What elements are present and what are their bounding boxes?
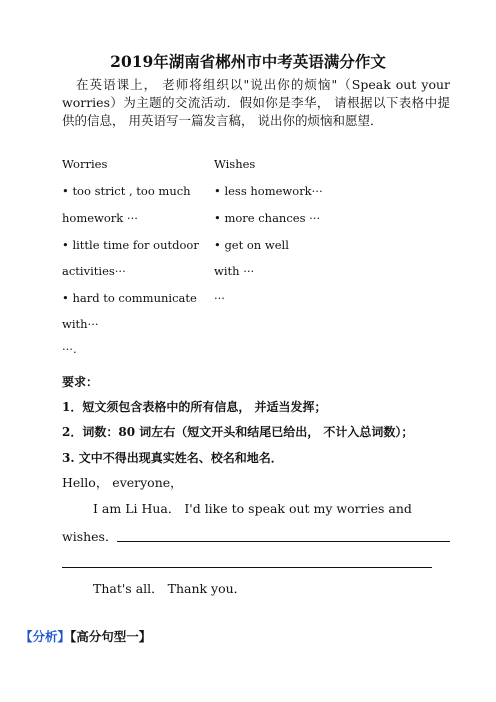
- wish-item-3-line-2: with ···: [214, 264, 255, 278]
- instructions-text: 在英语课上， 老师将组织以"说出你的烦恼"（Speak out your worries）为主题的交流活动．假如你是李华， 请根据以下表格中提供的信息， 用英语写一篇发言稿， 说出你的烦恼和愿望．: [62, 77, 450, 128]
- wishes-header: Wishes: [214, 157, 256, 171]
- worry-item-3-line-2: with···: [62, 317, 99, 331]
- wish-item-3-line-1: • get on well: [214, 238, 289, 252]
- worry-item-4: ···.: [62, 342, 77, 356]
- worry-item-2-line-2: activities···: [62, 264, 126, 278]
- wish-item-4: ···: [214, 291, 225, 305]
- writing-blank-line-2[interactable]: [62, 567, 432, 568]
- analysis-tag: 【分析】: [20, 629, 71, 644]
- requirement-1: 1．短文须包含表格中的所有信息， 并适当发挥；: [62, 400, 327, 414]
- analysis-heading: [20, 627, 151, 645]
- task-instructions: [62, 76, 450, 130]
- requirement-3: 3. 文中不得出现真实姓名、校名和地名．: [62, 451, 283, 465]
- analysis-label: 【高分句型一】: [70, 629, 152, 644]
- page-title: 2019年湖南省郴州市中考英语满分作文: [110, 52, 386, 71]
- letter-line-2-text: wishes．: [62, 529, 118, 544]
- letter-greeting: Hello， everyone，: [62, 475, 183, 490]
- requirements-title: 要求：: [62, 375, 99, 389]
- letter-line-2: [62, 528, 117, 546]
- wish-item-1: • less homework···: [214, 184, 323, 198]
- writing-blank-line-1[interactable]: [117, 541, 450, 542]
- worry-item-3-line-1: • hard to communicate: [62, 291, 197, 305]
- worry-item-1-line-2: homework ···: [62, 211, 138, 225]
- requirement-2: 2．词数：80 词左右（短文开头和结尾已给出， 不计入总词数）；: [62, 425, 414, 439]
- wish-item-2: • more chances ···: [214, 211, 321, 225]
- letter-opening-line: I am Li Hua． I'd like to speak out my worries and: [93, 501, 412, 516]
- worries-header: Worries: [62, 157, 108, 171]
- worry-item-1-line-1: • too strict , too much: [62, 184, 191, 198]
- letter-closing: That's all． Thank you．: [93, 581, 247, 596]
- worry-item-2-line-1: • little time for outdoor: [62, 238, 199, 252]
